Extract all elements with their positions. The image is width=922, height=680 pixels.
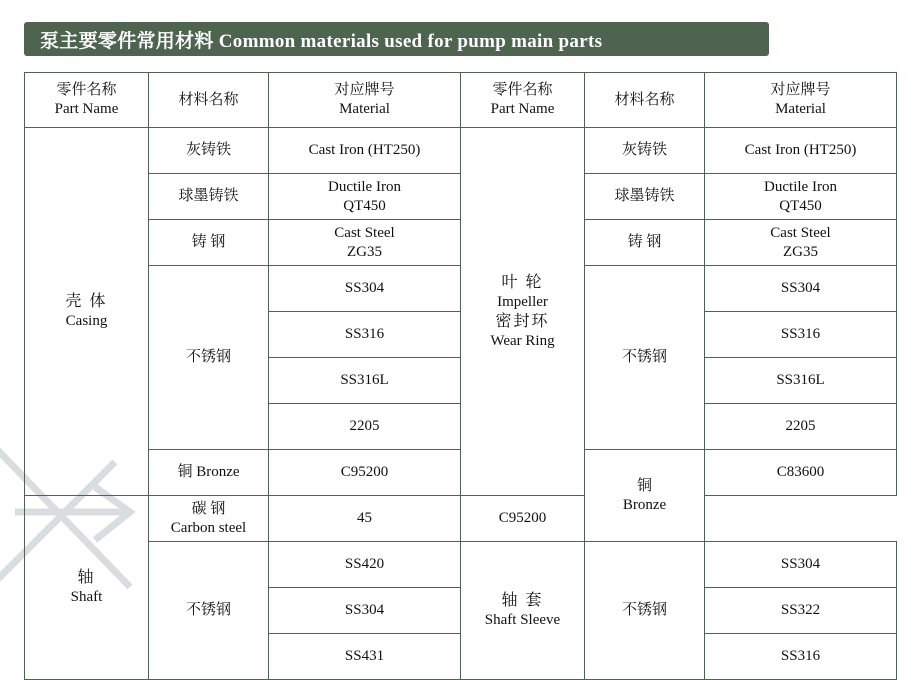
grade-value: SS316L: [340, 372, 389, 389]
grade-cell: [269, 174, 461, 220]
table-header-row: [25, 73, 897, 128]
grade-line-2: ZG35: [347, 243, 382, 260]
material-cell: [149, 450, 269, 496]
grade-line-1: Ductile Iron: [764, 178, 837, 195]
grade-cell: [269, 450, 461, 496]
table-row: [25, 128, 897, 174]
material-cell: [585, 220, 705, 266]
part-cell-casing: [25, 128, 149, 496]
grade-cell: [269, 496, 461, 542]
grade-value: SS420: [344, 556, 385, 573]
grade-line-2: QT450: [343, 197, 386, 214]
material-cell-stainless-sleeve: [585, 542, 705, 680]
grade-value: SS431: [344, 648, 385, 665]
grade-cell: [269, 404, 461, 450]
grade-cell: [269, 542, 461, 588]
material-cell-stainless-shaft: [149, 542, 269, 680]
part-en: Casing: [65, 313, 108, 330]
grade-value: SS304: [344, 280, 385, 297]
column-header-material-name-right: [585, 73, 705, 128]
header-cn: 材料名称: [178, 91, 239, 108]
material-cn: 铜 Bronze: [177, 464, 240, 481]
material-cell-stainless-right: [585, 266, 705, 450]
material-cn: 球墨铸铁: [614, 188, 675, 205]
grade-value: 2205: [349, 418, 380, 435]
part-cell-shaft-sleeve: [461, 542, 585, 680]
material-cell: [149, 174, 269, 220]
material-cn: 球墨铸铁: [178, 188, 239, 205]
header-en: Material: [339, 101, 390, 117]
grade-value: C95200: [498, 510, 547, 527]
part-cell-shaft: [25, 496, 149, 680]
grade-value: SS322: [780, 602, 821, 619]
grade-line-2: QT450: [779, 197, 822, 214]
grade-cell: [269, 634, 461, 680]
material-cell: [585, 128, 705, 174]
material-cell: [149, 496, 269, 542]
grade-cell: [705, 312, 897, 358]
material-cell-stainless-left: [149, 266, 269, 450]
grade-value: SS316: [780, 326, 821, 343]
part-en: Shaft Sleeve: [484, 612, 561, 629]
grade-cell: [461, 496, 585, 542]
material-cell: [149, 128, 269, 174]
grade-cell: [705, 358, 897, 404]
grade-cell: [269, 588, 461, 634]
material-cn: 铜: [636, 477, 652, 494]
material-cn: 不锈钢: [621, 602, 667, 619]
grade-line-1: Cast Steel: [770, 224, 831, 241]
grade-cell: [705, 128, 897, 174]
header-cn: 对应牌号: [770, 82, 831, 99]
material-cell-bronze-right: [585, 450, 705, 542]
grade-cell: [705, 404, 897, 450]
grade-cell: [269, 128, 461, 174]
part-en: Shaft: [70, 589, 103, 606]
grade-line-1: Ductile Iron: [328, 178, 401, 195]
column-header-grade-left: [269, 73, 461, 128]
grade-cell: [705, 266, 897, 312]
grade-cell: [269, 220, 461, 266]
column-header-part-name-right: [461, 73, 585, 128]
grade-value: C83600: [776, 464, 825, 481]
material-cn: 铸 钢: [627, 234, 662, 251]
grade-value: SS304: [344, 602, 385, 619]
grade-cell: [705, 174, 897, 220]
grade-value: 2205: [785, 418, 816, 435]
grade-value: SS304: [780, 280, 821, 297]
grade-cell: [705, 220, 897, 266]
grade-value: Cast Iron (HT250): [744, 142, 857, 159]
table-row: [25, 496, 897, 542]
part-cell-impeller-wear-ring: [461, 128, 585, 496]
table-row: [25, 542, 897, 588]
part-en-2: Wear Ring: [490, 332, 555, 349]
material-cn: 灰铸铁: [185, 142, 231, 159]
header-en: Material: [775, 101, 826, 117]
part-en: Impeller: [497, 293, 548, 310]
grade-cell: [705, 588, 897, 634]
grade-line-2: ZG35: [783, 243, 818, 260]
column-header-part-name-left: [25, 73, 149, 128]
grade-value: SS316L: [776, 372, 825, 389]
grade-cell: [705, 634, 897, 680]
column-header-material-name-left: [149, 73, 269, 128]
grade-value: C95200: [340, 464, 389, 481]
material-en: Carbon steel: [170, 519, 247, 536]
material-cell: [585, 174, 705, 220]
grade-cell: [269, 312, 461, 358]
materials-table: [24, 72, 897, 680]
column-header-grade-right: [705, 73, 897, 128]
header-cn: 零件名称: [56, 82, 117, 99]
material-en: Bronze: [622, 496, 667, 513]
header-en: Part Name: [54, 101, 119, 117]
grade-value: SS316: [344, 326, 385, 343]
part-cn-2: 密封环: [495, 312, 550, 330]
page-title: 泵主要零件常用材料 Common materials used for pump main parts: [40, 30, 603, 52]
material-cell: [149, 220, 269, 266]
grade-cell: [269, 266, 461, 312]
grade-cell: [705, 450, 897, 496]
material-cn: 铸 钢: [191, 234, 226, 251]
part-cn: 壳 体: [65, 293, 108, 311]
grade-cell: [705, 542, 897, 588]
grade-value: Cast Iron (HT250): [308, 142, 421, 159]
page-title-bar: [24, 22, 769, 56]
material-cn: 不锈钢: [185, 602, 231, 619]
header-cn: 零件名称: [492, 82, 553, 99]
part-cn: 轴 套: [501, 592, 544, 610]
material-cn: 不锈钢: [185, 349, 231, 366]
grade-value: 45: [357, 510, 372, 527]
grade-value: SS316: [780, 648, 821, 665]
material-cn: 碳 钢: [191, 500, 226, 517]
header-en: Part Name: [490, 101, 555, 117]
material-cn: 不锈钢: [621, 349, 667, 366]
grade-cell: [269, 358, 461, 404]
materials-table-container: [24, 72, 896, 680]
header-cn: 材料名称: [614, 91, 675, 108]
part-cn: 轴: [77, 569, 96, 587]
grade-line-1: Cast Steel: [334, 224, 395, 241]
header-cn: 对应牌号: [334, 82, 395, 99]
part-cn: 叶 轮: [501, 273, 544, 291]
grade-value: SS304: [780, 556, 821, 573]
material-cn: 灰铸铁: [621, 142, 667, 159]
